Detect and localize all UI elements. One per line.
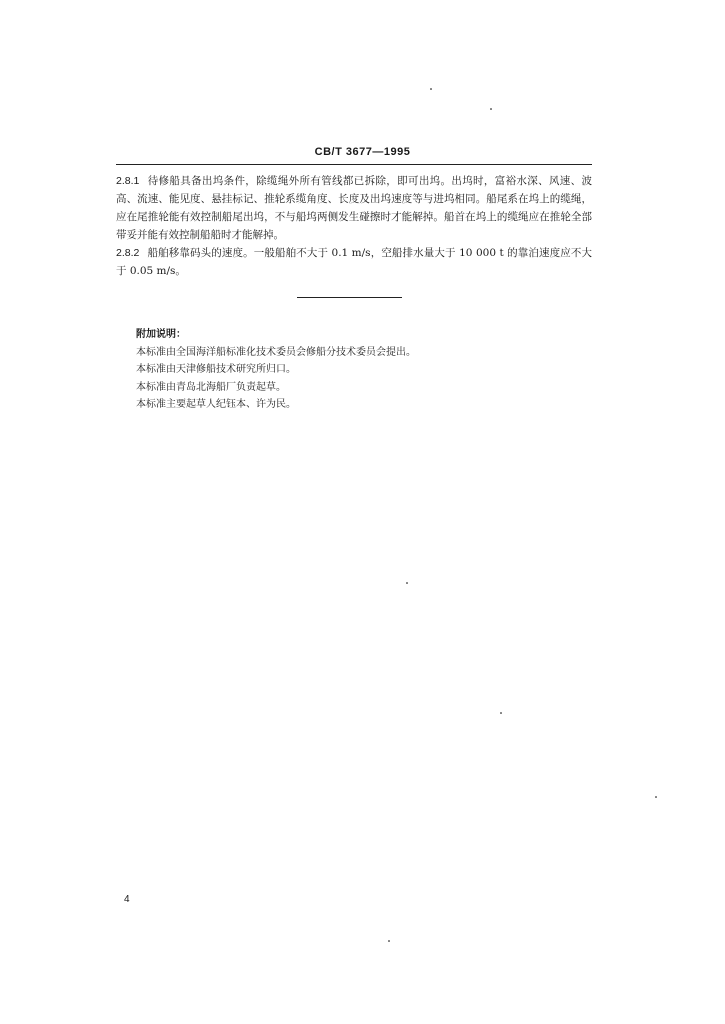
scan-speck (500, 712, 502, 714)
header-rule (116, 164, 592, 165)
scan-speck (388, 940, 390, 942)
scan-speck (655, 796, 657, 798)
scan-speck (430, 88, 432, 90)
notes-line: 本标准由全国海洋船标准化技术委员会修船分技术委员会提出。 (136, 346, 416, 358)
clause-2-8-2 (116, 244, 592, 280)
additional-notes (136, 326, 556, 414)
clause-2-8-1 (116, 172, 592, 244)
clause-text: 船舶移靠码头的速度。一般船舶不大于 0.1 m/s，空船排水量大于 10 000 t 的靠泊速度应不大于 0.05 m/s。 (116, 247, 592, 277)
section-divider (297, 297, 402, 298)
standard-code-header: CB/T 3677—1995 (314, 146, 411, 158)
clause-text: 待修船具备出坞条件，除缆绳外所有管线都已拆除，即可出坞。出坞时，富裕水深、风速、波高、流速、能见度、悬挂标记、推轮系缆角度、长度及出坞速度等与进坞相同。船尾系在坞上的缆绳，应在尾推轮能有效控制船尾出坞，不与船坞两侧发生碰擦时才能解掉。船首在坞上的缆绳应在推轮全部带妥并能有效控制船船时才能解掉。 (116, 175, 592, 241)
scan-speck (406, 582, 408, 584)
clause-number: 2.8.2 (116, 247, 140, 259)
clause-number: 2.8.1 (116, 175, 140, 187)
page-number: 4 (124, 894, 130, 905)
notes-line: 本标准由天津修船技术研究所归口。 (136, 364, 296, 375)
notes-line: 本标准由青岛北海船厂负责起草。 (136, 381, 286, 393)
notes-line: 本标准主要起草人纪钰本、许为民。 (136, 399, 296, 410)
notes-title: 附加说明： (136, 329, 186, 340)
scan-speck (490, 108, 492, 110)
